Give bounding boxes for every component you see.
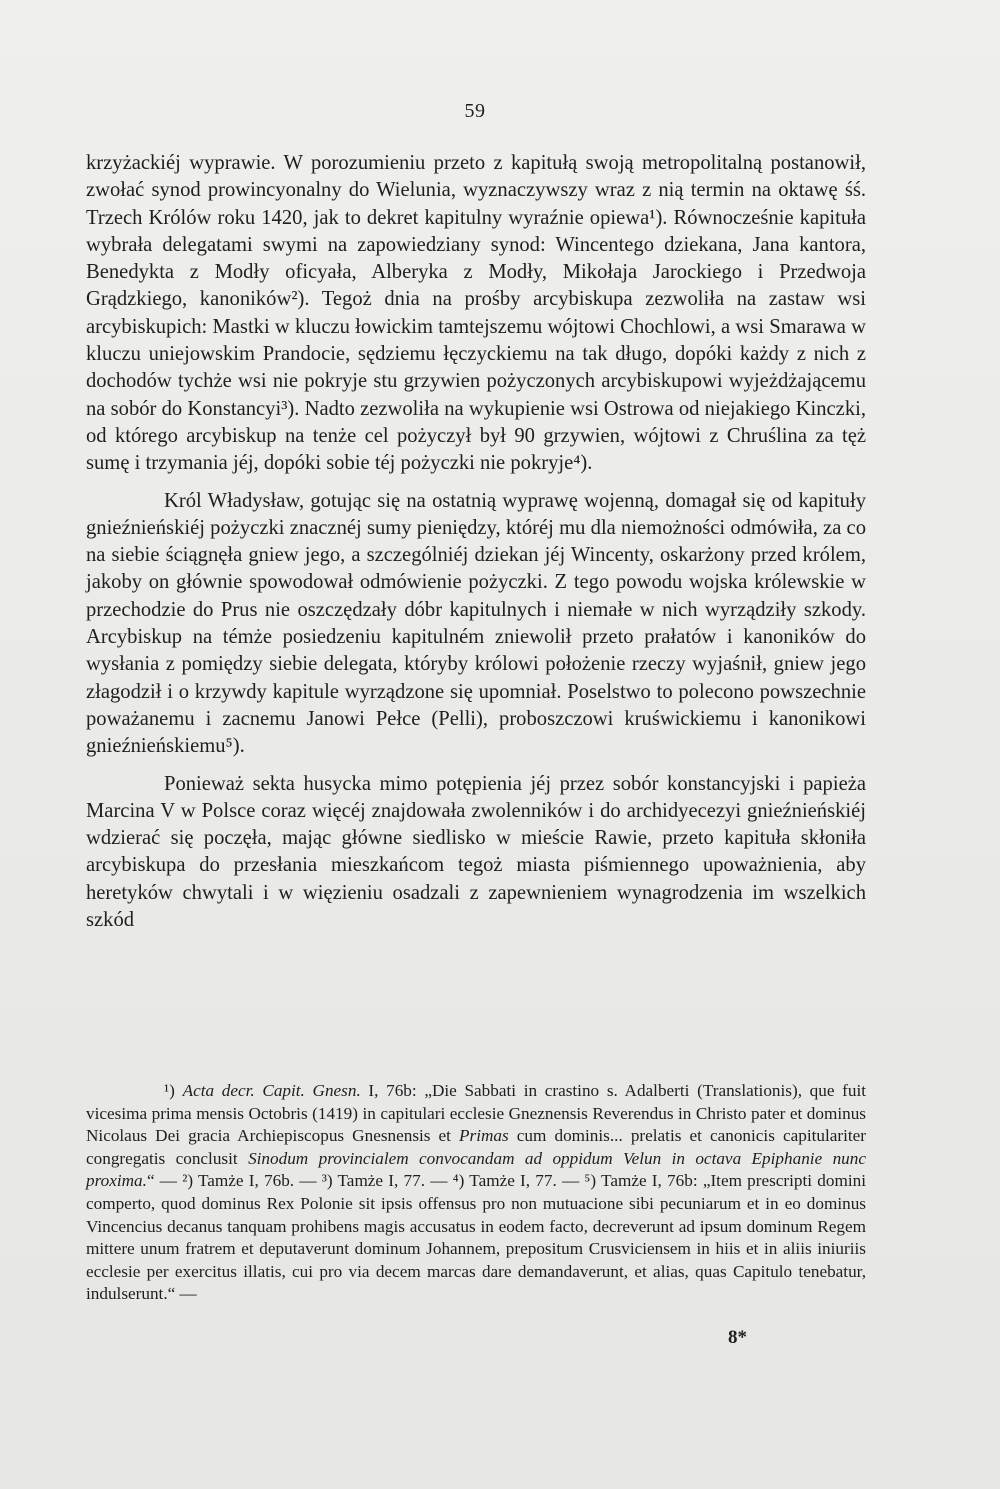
footnotes: [86, 1080, 866, 1306]
footnote-text-c: “ — ²) Tamże I, 76b. — ³) Tamże I, 77. — ⁴) Tamże I, 77. — ⁵) Tamże I, 76b: „Item prescripti domini comperto, quod dominus Rex Polonie sit ipsis offensus pro non mutuacione sibi pecuniarum et in eo dominus Vincencius decanus tanquam prohibens magis accusatus in eodem facto, decreverunt ad ipsum dominum Regem mittere unum fratrem et deputaverunt dominum Johannem, prepositum Crusviciensem in hiis et in aliis iniuriis ecclesie per exercitus illatis, cui pro via decem marcas dare demandaverunt, et alias, quas Capitulo tenebatur, indulserunt.“ —: [86, 1171, 866, 1304]
page-number: 59: [464, 100, 486, 122]
footnote-marker: ¹): [164, 1081, 175, 1100]
paragraph-2: Król Władysław, gotując się na ostatnią wyprawę wojenną, domagał się od kapituły gnieźnieńskiéj pożyczki znacznéj sumy pieniędzy, któréj mu dla niemożności odmówiła, za co na siebie ściągnęła gniew jego, a szczególniéj dziekan jéj Wincenty, oskarżony przed królem, jakoby on głównie spowodował odmówienie pożyczki. Z tego powodu wojska królewskie w przechodzie do Prus nie oszczędzały dóbr kapitulnych i niemałe w nich wyrządziły szkody. Arcybiskup na témże posiedzeniu kapitulném zniewolił przeto prałatów i kanoników do wysłania z pomiędzy siebie delegata, któryby królowi położenie rzeczy wyjaśnił, gniew jego złagodził i o krzywdy kapitule wyrządzone się upomniał. Poselstwo to polecono powszechnie poważanemu i zacnemu Janowi Pełce (Pelli), proboszczowi kruświckiemu i kanonikowi gnieźnieńskiemu⁵).: [86, 489, 866, 758]
paragraph-1: krzyżackiéj wyprawie. W porozumieniu przeto z kapitułą swoją metropolitalną postanowił, zwołać synod prowincyonalny do Wielunia, wyznaczywszy wraz z nią termin na oktawę śś. Trzech Królów roku 1420, jak to dekret kapitulny wyraźnie opiewa¹). Równocześnie kapituła wybrała delegatami swymi na zapowiedziany synod: Wincentego dziekana, Jana kantora, Benedykta z Modły oficyała, Alberyka z Modły, Mikołaja Jarockiego i Przedwoja Grądzkiego, kanoników²). Tegoż dnia na prośby arcybiskupa zezwoliła na zastaw wsi arcybiskupich: Mastki w kluczu łowickim tamtejszemu wójtowi Chochlowi, a wsi Smarawa w kluczu uniejowskim Prandocie, sędziemu łęczyckiemu na tak długo, dopóki każdy z nich z dochodów tychże wsi nie pokryje stu grzywien pożyczonych arcybiskupowi wyjeżdżającemu na sobór do Konstancyi³). Nadto zezwoliła na wykupienie wsi Ostrowa od niejakiego Kinczki, od którego arcybiskup na tenże cel pożyczył był 90 grzywien, wójtowi z Chruślina za tęż sumę i trzymania jéj, dopóki sobie téj pożyczki nie pokryje⁴).: [86, 152, 866, 475]
footnote-quote: Sinodum provincialem convocandam ad oppidum Velun in octava Epiphanie nunc proxima.: [86, 1148, 866, 1191]
footnote-text-b: cum dominis... prelatis et canonicis capitulariter congregatis conclusit: [86, 1126, 866, 1168]
main-text: [86, 150, 866, 934]
footnote-source-title: Acta decr. Capit. Gnesn.: [182, 1081, 361, 1100]
footnote-primas: Primas: [459, 1126, 509, 1146]
footnote-1: [86, 1080, 866, 1306]
footnote-text-a: I, 76b: „Die Sabbati in crastino s. Adalberti (Translationis), que fuit vicesima prima mensis Octobris (1419) in capitulari ecclesie Gneznensis Reverendus in Christo pater et dominus Nicolaus Dei gracia Archiepiscopus Gnesnensis et: [86, 1081, 867, 1146]
signature-mark: 8*: [728, 1327, 747, 1348]
paragraph-3: Ponieważ sekta husycka mimo potępienia jéj przez sobór konstancyjski i papieża Marcina V w Polsce coraz więcéj znajdowała zwolenników i do archidyecezyi gnieźnieńskiéj wdzierać się poczęła, mając główne siedlisko w mieście Rawie, przeto kapituła skłoniła arcybiskupa do przesłania mieszkańcom tegoż miasta piśmiennego upoważnienia, aby heretyków chwytali i w więzieniu osadzali z zapewnieniem wynagrodzenia im wszelkich szkód: [86, 772, 866, 932]
